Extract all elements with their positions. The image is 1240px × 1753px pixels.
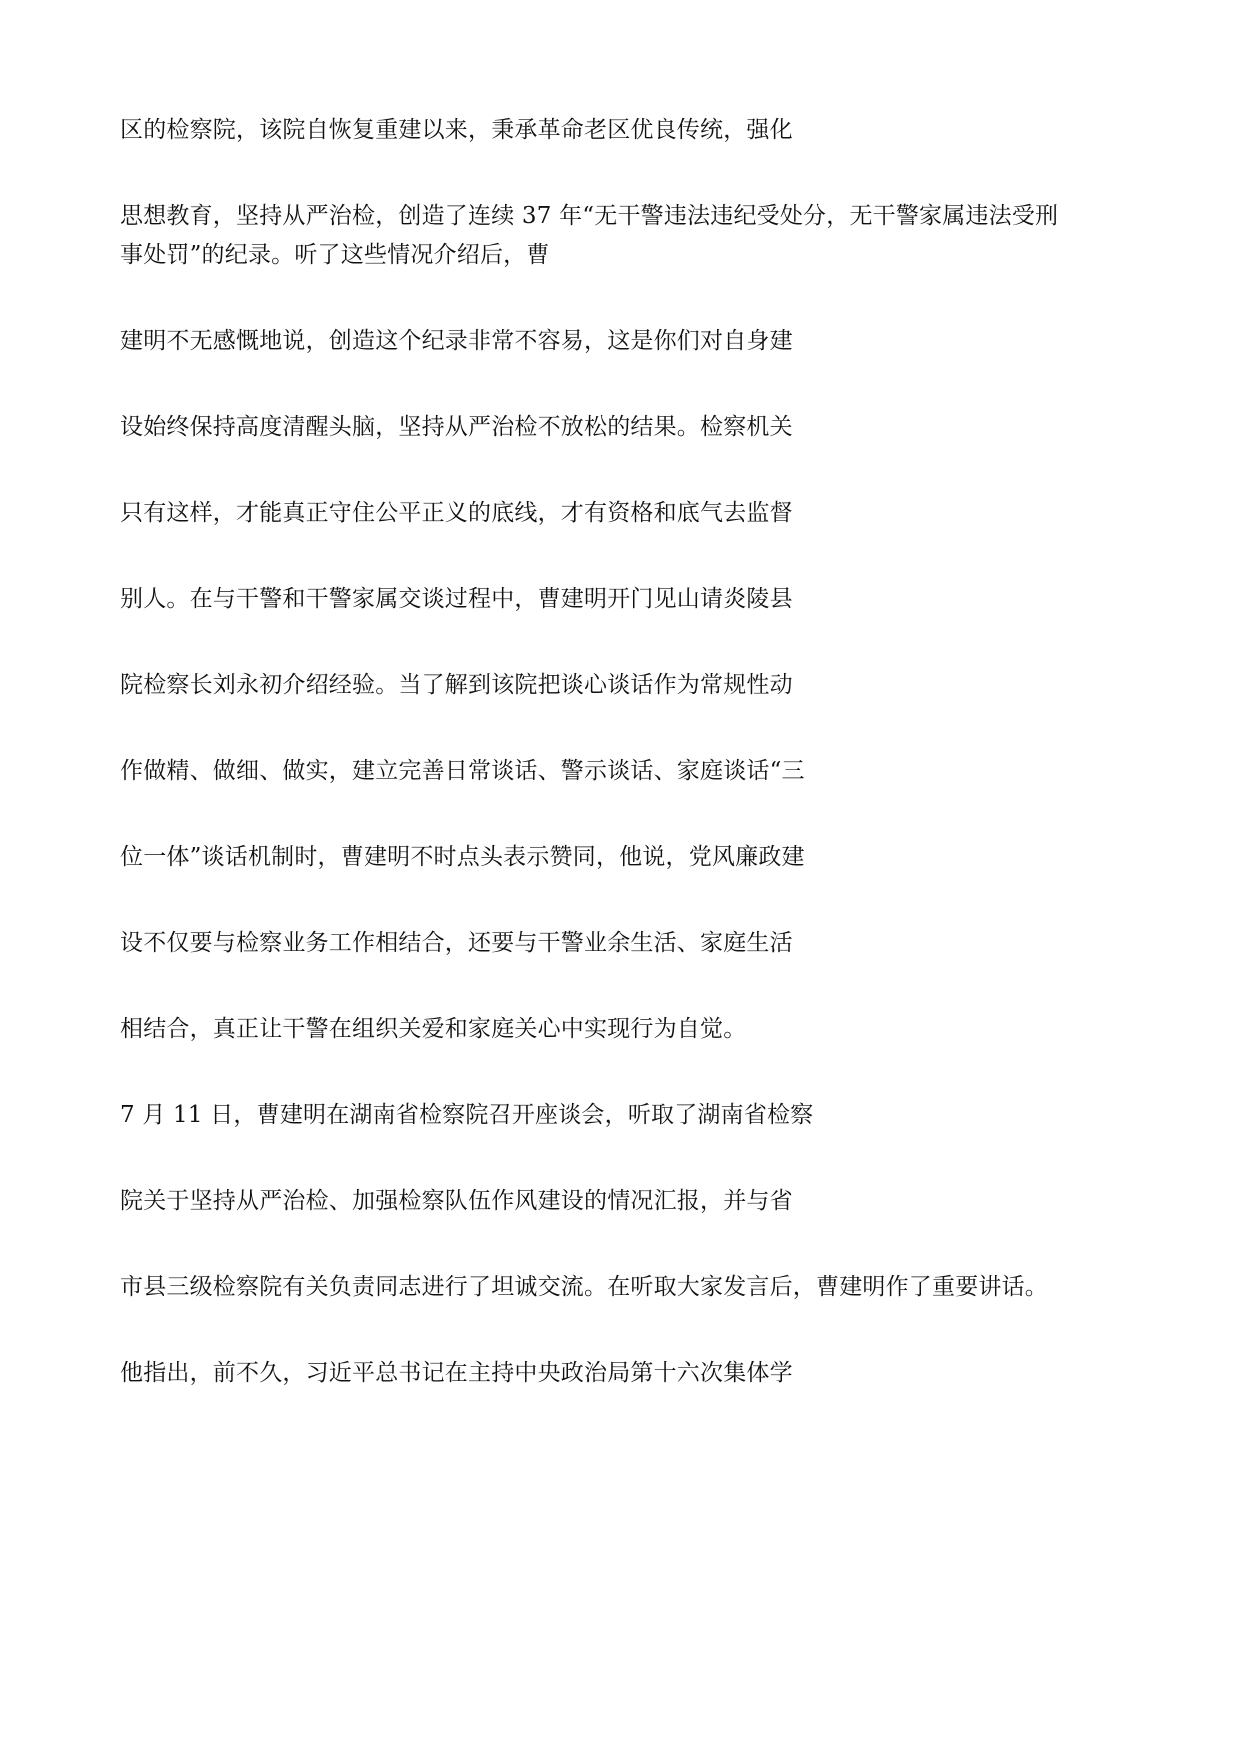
paragraph-line: 事处罚”的纪录。听了这些情况介绍后，曹 (120, 242, 550, 268)
paragraph-line: 院检察长刘永初介绍经验。当了解到该院把谈心谈话作为常规性动 (120, 672, 793, 698)
paragraph-line: 市县三级检察院有关负责同志进行了坦诚交流。在听取大家发言后，曹建明作了重要讲话。 (120, 1274, 1048, 1300)
paragraph-line: 区的检察院，该院自恢复重建以来，秉承革命老区优良传统，强化 (120, 117, 793, 143)
paragraph-line: 设始终保持高度清醒头脑，坚持从严治检不放松的结果。检察机关 (120, 414, 793, 440)
paragraph-line: 他指出，前不久，习近平总书记在主持中央政治局第十六次集体学 (120, 1360, 793, 1386)
paragraph-line: 设不仅要与检察业务工作相结合，还要与干警业余生活、家庭生活 (120, 930, 793, 956)
paragraph-line: 别人。在与干警和干警家属交谈过程中，曹建明开门见山请炎陵县 (120, 586, 793, 612)
paragraph-line: 只有这样，才能真正守住公平正义的底线，才有资格和底气去监督 (120, 500, 793, 526)
paragraph-line: 建明不无感慨地说，创造这个纪录非常不容易，这是你们对自身建 (120, 328, 793, 354)
paragraph-line: 7 月 11 日，曹建明在湖南省检察院召开座谈会，听取了湖南省检察 (120, 1102, 814, 1128)
paragraph-line: 相结合，真正让干警在组织关爱和家庭关心中实现行为自觉。 (120, 1016, 747, 1042)
paragraph-line: 院关于坚持从严治检、加强检察队伍作风建设的情况汇报，并与省 (120, 1188, 793, 1214)
paragraph-line: 作做精、做细、做实，建立完善日常谈话、警示谈话、家庭谈话“三 (120, 758, 805, 784)
paragraph-line: 思想教育，坚持从严治检，创造了连续 37 年“无干警违法违纪受处分，无干警家属违法受刑 (120, 203, 1059, 229)
paragraph-line: 位一体”谈话机制时，曹建明不时点头表示赞同，他说，党风廉政建 (120, 844, 805, 870)
